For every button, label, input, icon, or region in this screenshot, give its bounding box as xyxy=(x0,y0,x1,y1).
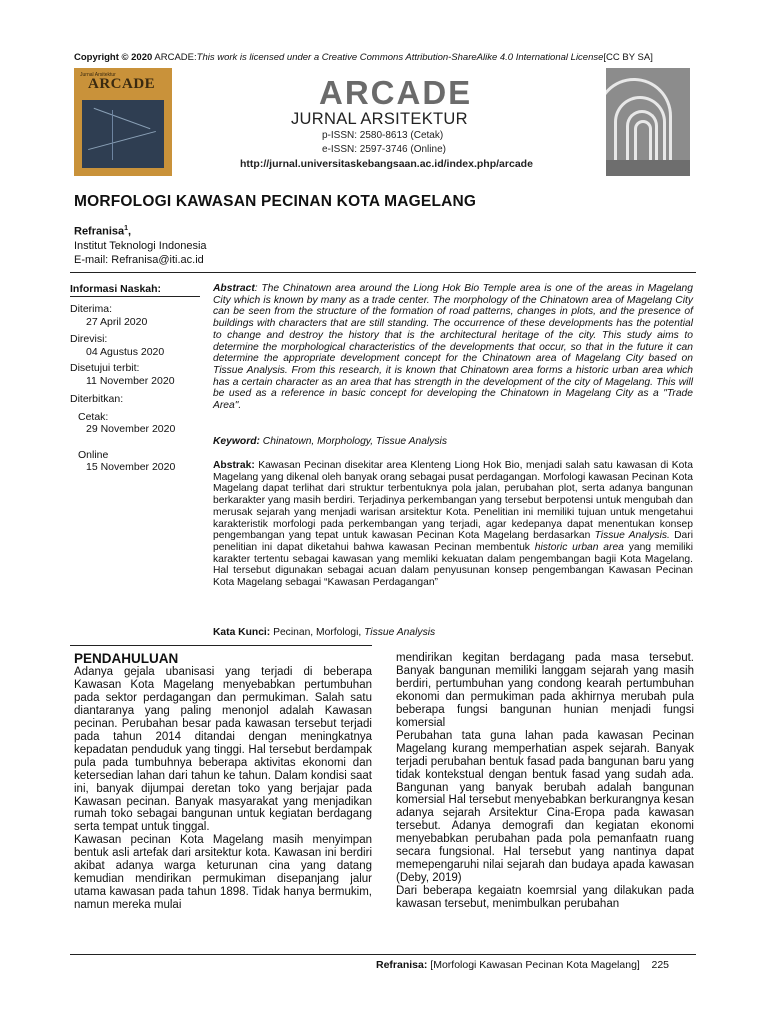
author-name: Refranisa$^1$, xyxy=(74,225,132,238)
revised-date: 04 Agustus 2020 xyxy=(86,346,165,358)
body-column-left xyxy=(74,666,372,912)
copyright-year: Copyright © 2020 xyxy=(74,52,153,63)
approved-date: 11 November 2020 xyxy=(86,375,175,387)
p-issn: p-ISSN: 2580-8613 (Cetak) xyxy=(322,130,444,141)
paragraph: mendirikan kegitan berdagang pada masa tersebut. Banyak bangunan memiliki langgam sejarah yang masih berdiri, pertumbuhan yang condong kearah pertumbuhan ekonomi dan permukiman pada akhirnya merubah pula beberapa fungsi bangunan hunian menjadi fungsi komersial xyxy=(396,652,694,729)
approved-label: Disetujui terbit: xyxy=(70,362,140,374)
keywords-indonesian: Kata Kunci: Pecinan, Morfologi, Tissue Analysis xyxy=(213,627,436,638)
keywords-english: Keyword: Chinatown, Morphology, Tissue Analysis xyxy=(213,436,447,447)
abstract-english xyxy=(213,283,693,412)
journal-name: JURNAL ARSITEKTUR xyxy=(291,110,468,128)
abstract-label: Abstract xyxy=(213,283,255,294)
arcade-logo: ARCADE xyxy=(319,74,473,111)
received-date: 27 April 2020 xyxy=(86,316,148,328)
paragraph: Dari beberapa kegaiatn koemrsial yang dilakukan pada kawasan tersebut, menimbulkan perubahan xyxy=(396,885,694,911)
abstract-indonesian: Abstrak: Kawasan Pecinan disekitar area Klenteng Liong Hok Bio, menjadi salah satu kawasan di Kota Magelang yang dikenal oleh banyak orang sebagai pusat perdagangan. Morfologi kawasan Pecinan Kota Magelang dapat terlihat dari struktur terbentuknya pola jalan, perubahan plot, serta adanya bangunan berkarakter yang masih berdiri. Terjadinya perkembangan yang tersebut berpotensi untuk mengubah dan merusak sejarah yang menjadi warisan arsitektur Kota. Penelitian ini memiliki tujuan untuk mengetahui karakteristik morfologi pada perkembangan yang terjadi, agar kedepanya dapat menentukan konsep pengembangan yang tepat untuk kawasan Pecinan Kota Magelang berdasarkan Tissue Analysis. Dari penelitian ini dapat diketahui bahwa kawasan Pecinan membentuk historic urban area yang memiliki karakter tertentu sebagai kawasan yang memliki kekuatan dalam pengembangan bagii Kota Magelang. Hal tersebut digunakan sebagai acuan dalam penyusunan konsep pengembangan Kawasan Pecinan Kota Magelang sebagai “Kawasan Perdagangan” xyxy=(213,460,694,589)
divider-body-left xyxy=(70,645,372,646)
article-title: MORFOLOGI KAWASAN PECINAN KOTA MAGELANG xyxy=(74,193,477,210)
divider-top xyxy=(70,272,696,273)
cover-small-text: Jurnal Arsitektur xyxy=(80,72,116,78)
journal-url[interactable]: http://jurnal.universitaskebangsaan.ac.id/index.php/arcade xyxy=(240,158,533,170)
published-label: Diterbitkan: xyxy=(70,393,124,405)
cover-graphic xyxy=(82,100,164,168)
divider-footer xyxy=(70,954,696,955)
online-label: Online xyxy=(78,449,109,461)
online-date: 15 November 2020 xyxy=(86,461,176,473)
received-label: Diterima: xyxy=(70,303,113,315)
journal-cover-image xyxy=(74,68,172,176)
revised-label: Direvisi: xyxy=(70,333,108,345)
license-tag: [CC BY SA] xyxy=(603,52,653,63)
arcade-corridor-photo xyxy=(606,68,690,176)
license-link[interactable]: This work is licensed under a Creative Commons Attribution-ShareAlike 4.0 International License xyxy=(196,52,604,63)
paragraph: Adanya gejala ubanisasi yang terjadi di beberapa Kawasan Kota Magelang menyebabkan pertumbuhan pada sektor perdagangan dan permukiman. Salah satu diantaranya yang paling menonjol adalah Kawasan pecinan. Perubahan besar pada kawasan tersebut terjadi pada tahun 2014 ditandai dengan meningkatnya kepadatan penduduk yang tinggi. Hal tersebut berdampak pula pada tumbuhnya beberapa aktivitas ekonomi dan ketersedian lahan dari tahun ke tahun. Dalam kondisi saat ini, banyak dijumpai deretan toko yang berjajar pada Kawasan pecinan. Banyak masyarakat yang menjadikan rumah toko sebagai bangunan untuk kegiatan berdagang serta tempat untuk tinggal. xyxy=(74,666,372,834)
abstract-text: : The Chinatown area around the Liong Hok Bio Temple area is one of the areas in Magelang City which is known by many as a trade center. The morphology of the Chinatown area of Magelang City can be seen from the structure of the formation of road patterns, changes in plots, and the presence of buildings with characters that are still standing. The occurrence of these developments has the potential to change and destroy the history that is the architectural heritage of the city. This study aims to determine the morphological characteristics of the developments that occur, so that in the future it can determine the appropriate development concept for the Chinatown area of Magelang City based on Tissue Analysis. From this research, it is known that Chinatown area forms a historic urban area which has a certain character as an area that has strength in the development of the city of Magelang. This will be used as a reference in basic concept for developing the Chinatown in Magelang City as a "Trade Area". xyxy=(213,283,693,412)
copyright-line xyxy=(74,52,694,63)
paragraph: Kawasan pecinan Kota Magelang masih menyimpan bentuk asli artefak dari arsitektur kota. Kawasan ini berdiri akibat adanya warga keturunan cina yang datang kemudian mendirikan permukiman disepanjang jalur utama kawasan pada tahun 1898. Tidak hanya bermukim, namun mereka mulai xyxy=(74,834,372,912)
journal-banner xyxy=(74,68,690,176)
paragraph: Perubahan tata guna lahan pada kawasan Pecinan Magelang kurang memperhatian aspek sejarah. Banyak terjadi perubahan bentuk fasad pada bangunan baru yang tidak kontekstual dengan bentuk fasad yang sudah ada. Bangunan yang banyak berubah adalah bangunan komersial Hal tersebut menyebabkan berkurangnya kesan adanya sejarah Arsitektur Cina-Eropa pada kawasan tersebut. Adanya demografi dan kegiatan ekonomi menyebabkan perubahan pada pola pemanfaatn ruang secara fungsional. Hal tersebut yang nantinya dapat memepengaruhi nilai sejarah dan budaya apada kawasan (Deby, 2019) xyxy=(396,729,694,885)
page-footer: Refranisa: [Morfologi Kawasan Pecinan Kota Magelang] 225 xyxy=(376,959,670,971)
author-affiliation: Institut Teknologi Indonesia xyxy=(74,240,207,252)
print-label: Cetak: xyxy=(78,411,109,423)
author-superscript: 1 xyxy=(124,225,129,232)
divider-side xyxy=(70,296,200,297)
cover-title: ARCADE xyxy=(88,76,156,92)
print-date: 29 November 2020 xyxy=(86,423,176,435)
abstrak-label: Abstrak: xyxy=(213,460,255,471)
copyright-journal: ARCADE: xyxy=(152,52,197,63)
section-heading: PENDAHULUAN xyxy=(74,651,179,666)
e-issn: e-ISSN: 2597-3746 (Online) xyxy=(322,144,446,155)
author-email[interactable]: E-mail: Refranisa@iti.ac.id xyxy=(74,254,204,266)
body-column-right xyxy=(396,652,694,911)
info-heading: Informasi Naskah: xyxy=(70,283,162,295)
page-number: 225 xyxy=(651,959,670,971)
